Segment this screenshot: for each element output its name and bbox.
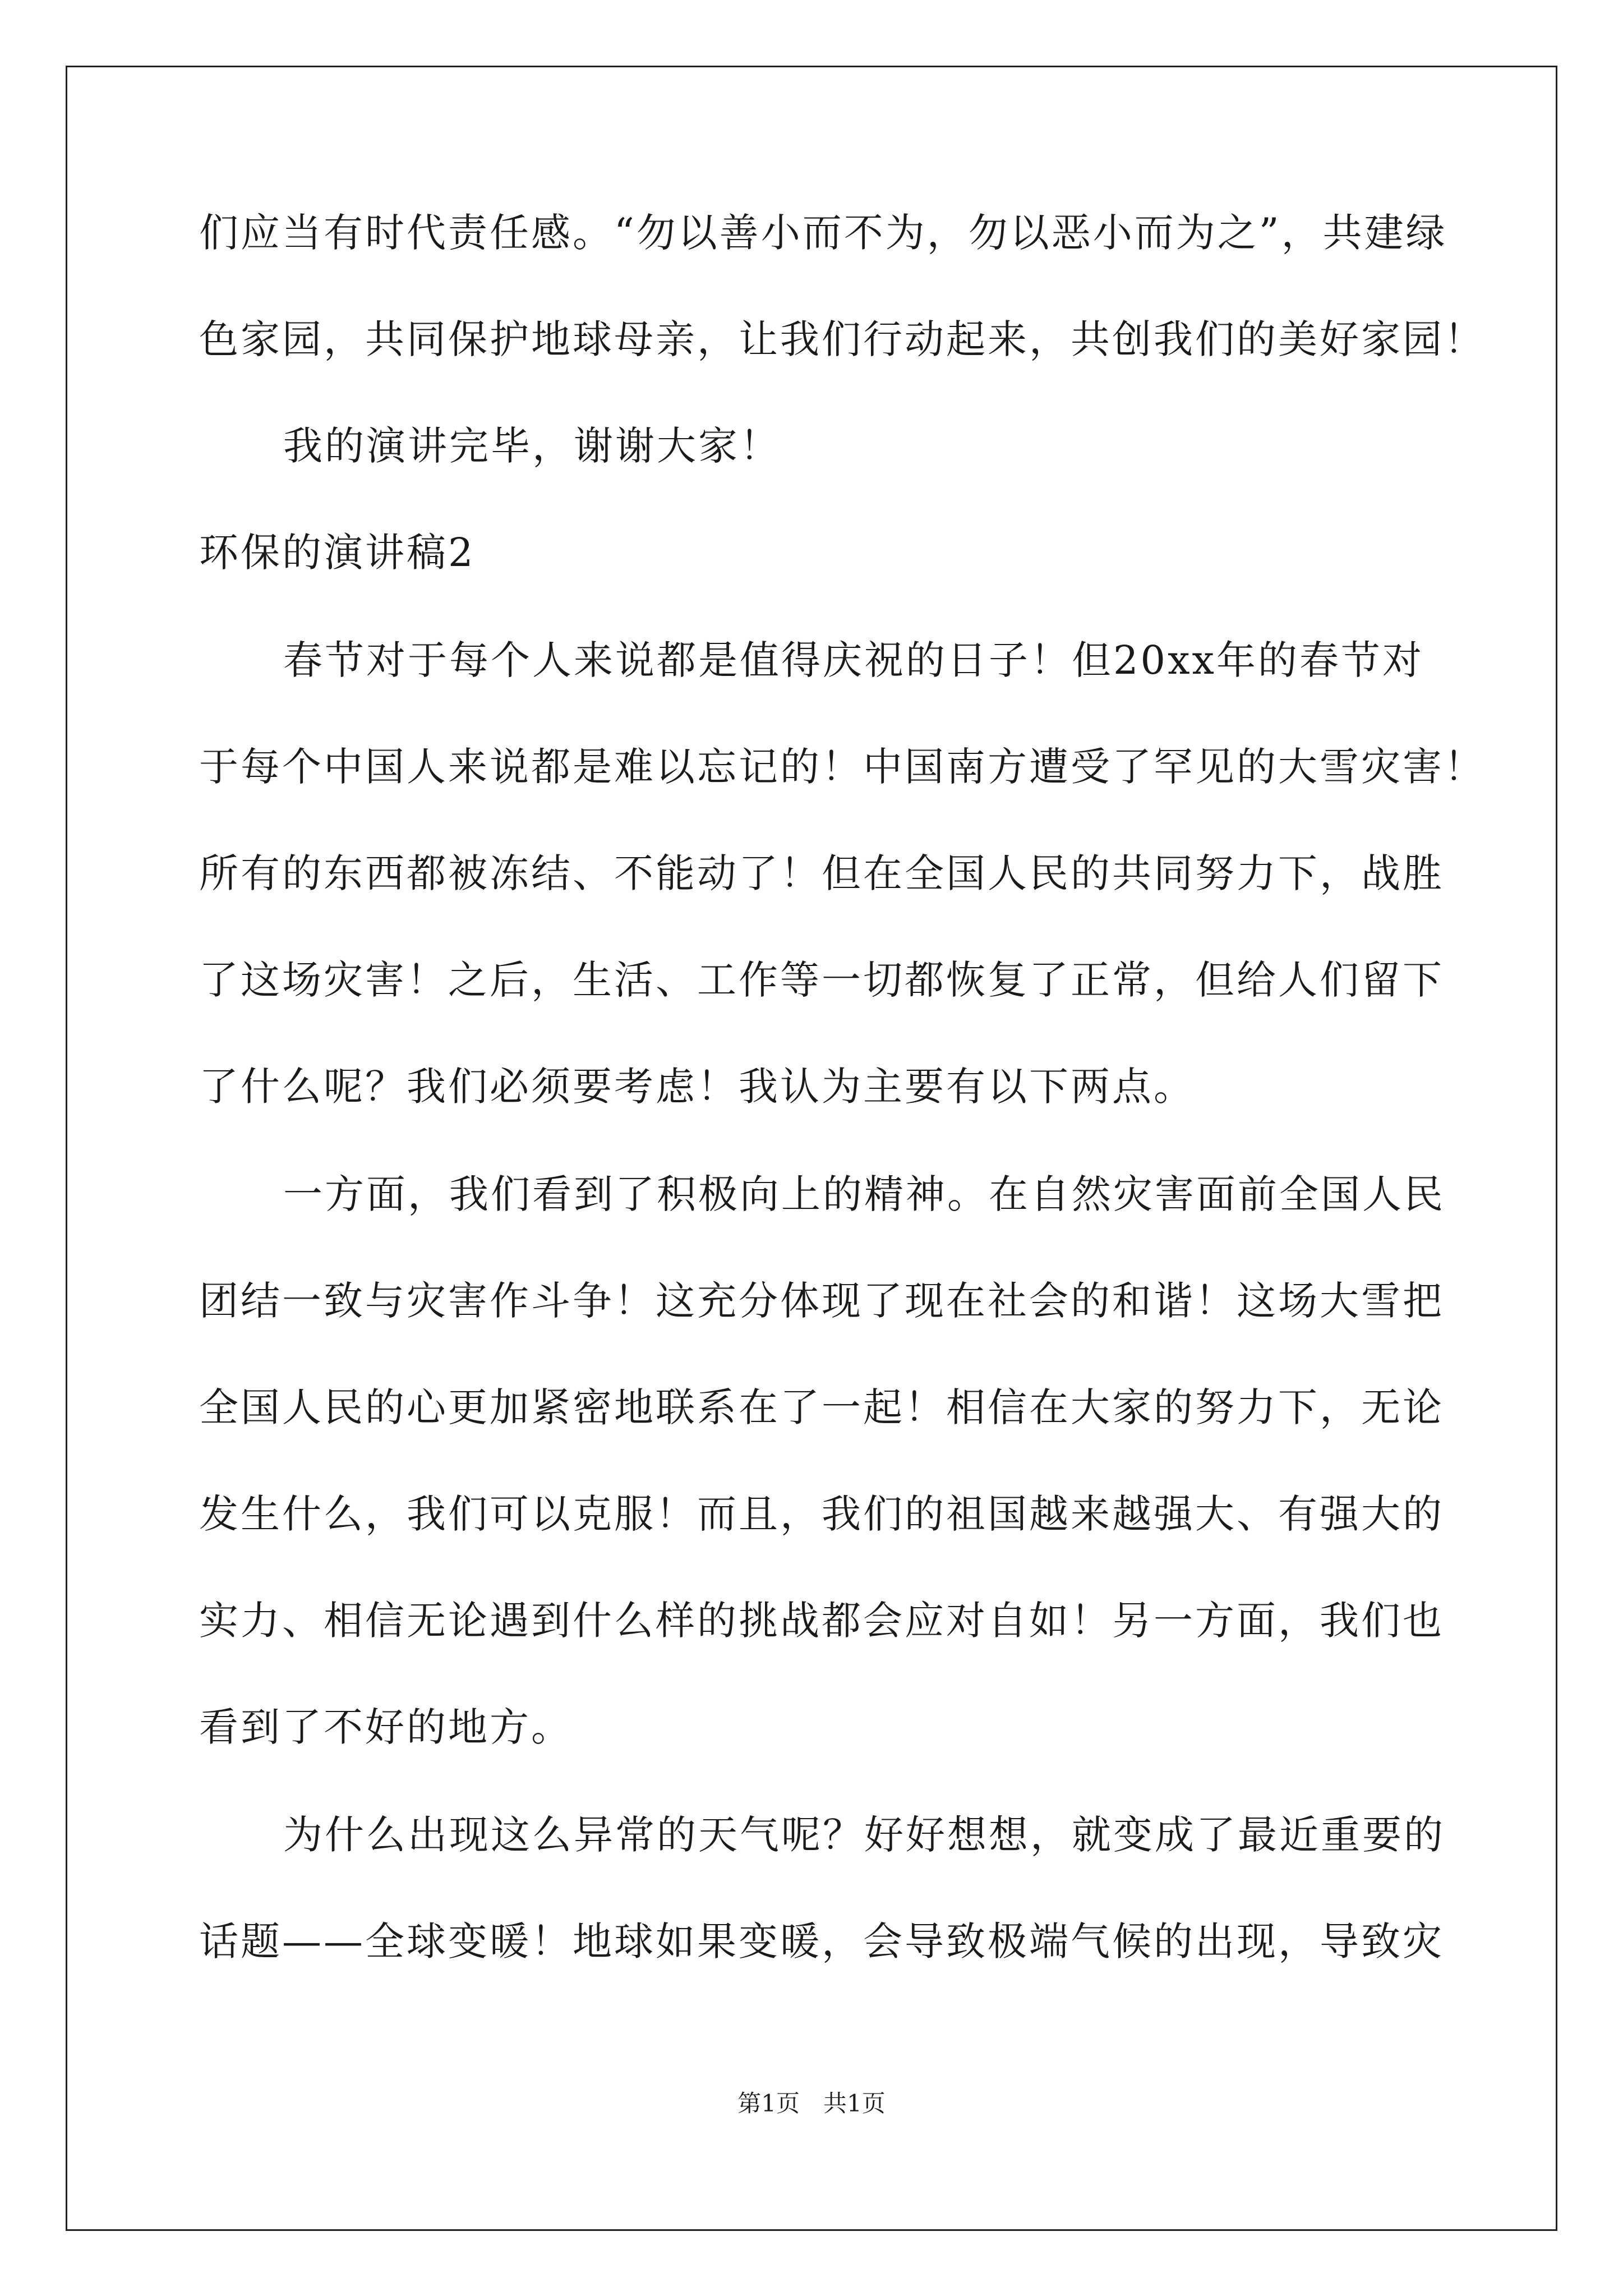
page-border xyxy=(66,66,1557,2231)
body-text-line: 为什么出现这么异常的天气呢？好好想想，就变成了最近重要的 xyxy=(283,1812,1445,1858)
body-text-line: 了什么呢？我们必须要考虑！我认为主要有以下两点。 xyxy=(199,1064,1195,1110)
body-text-line: 发生什么，我们可以克服！而且，我们的祖国越来越强大、有强大的 xyxy=(199,1491,1444,1537)
body-text-line: 全国人民的心更加紧密地联系在了一起！相信在大家的努力下，无论 xyxy=(199,1384,1444,1430)
body-text-line: 了这场灾害！之后，生活、工作等一切都恢复了正常，但给人们留下 xyxy=(199,957,1444,1003)
body-text-line: 团结一致与灾害作斗争！这充分体现了现在社会的和谐！这场大雪把 xyxy=(199,1278,1444,1324)
body-text-line: 春节对于每个人来说都是值得庆祝的日子！但20xx年的春节对 xyxy=(283,637,1424,683)
body-text-line: 实力、相信无论遇到什么样的挑战都会应对自如！另一方面，我们也 xyxy=(199,1598,1444,1644)
body-text-line: 于每个中国人来说都是难以忘记的！中国南方遭受了罕见的大雪灾害！ xyxy=(199,744,1486,790)
body-text-line: 我的演讲完毕，谢谢大家！ xyxy=(283,423,781,469)
body-text-line: 所有的东西都被冻结、不能动了！但在全国人民的共同努力下，战胜 xyxy=(199,850,1444,896)
body-text-line: 一方面，我们看到了积极向上的精神。在自然灾害面前全国人民 xyxy=(283,1171,1445,1217)
body-text-line: 看到了不好的地方。 xyxy=(199,1704,573,1750)
body-text-line: 们应当有时代责任感。“勿以善小而不为，勿以恶小而为之”，共建绿 xyxy=(199,210,1447,256)
body-text-line: 色家园，共同保护地球母亲，让我们行动起来，共创我们的美好家园！ xyxy=(199,316,1486,362)
section-heading: 环保的演讲稿2 xyxy=(199,530,476,576)
body-text-line: 话题——全球变暖！地球如果变暖，会导致极端气候的出现，导致灾 xyxy=(199,1918,1444,1964)
page-footer-page-number: 第1页 共1页 xyxy=(737,2090,886,2117)
